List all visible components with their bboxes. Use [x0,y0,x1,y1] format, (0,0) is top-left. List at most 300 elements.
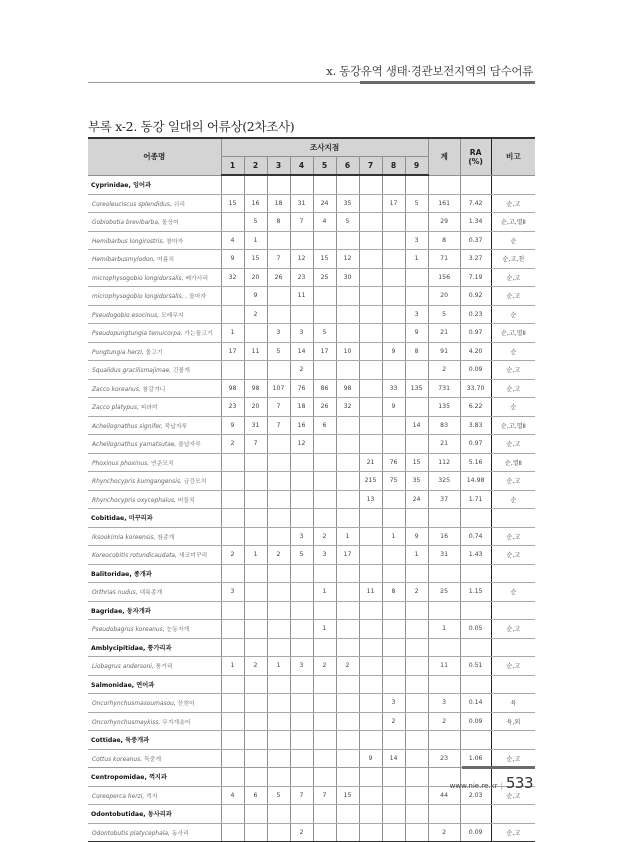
korean-name: 둑중개 [142,756,162,763]
site-4-count [290,712,313,731]
species-name [88,287,221,306]
site-5-count: 1 [313,583,336,602]
site-4-count: 3 [290,527,313,546]
site-3-count [267,694,290,713]
species-row [88,379,535,398]
empty-cell [491,564,535,583]
site-7-count: 11 [359,583,382,602]
empty-cell [359,731,382,750]
header-site-3: 3 [267,157,290,176]
species-name [88,583,221,602]
scientific-name: Coreoleuciscus splendidus, [92,201,172,208]
site-2-count [244,694,267,713]
empty-cell [290,768,313,787]
site-2-count [244,361,267,380]
site-8-count: 33 [382,379,405,398]
empty-cell [290,601,313,620]
site-9-count: 8 [405,342,428,361]
note: 순,고 [491,472,535,491]
site-6-count [336,620,359,639]
note: 순,고 [491,546,535,565]
header-site-9: 9 [405,157,428,176]
site-6-count [336,361,359,380]
empty-cell [491,805,535,824]
note: 순,고 [491,527,535,546]
site-2-count [244,490,267,509]
site-1-count [221,620,244,639]
empty-cell [221,768,244,787]
site-3-count [267,823,290,842]
header-site-8: 8 [382,157,405,176]
site-9-count [405,823,428,842]
total-count: 3 [428,694,460,713]
empty-cell [244,509,267,528]
site-3-count [267,472,290,491]
site-8-count [382,287,405,306]
site-4-count: 18 [290,398,313,417]
empty-cell [428,175,460,194]
empty-cell [405,805,428,824]
empty-cell [267,638,290,657]
korean-name: 참마자 [164,238,184,245]
note: 육,외 [491,712,535,731]
empty-cell [244,601,267,620]
empty-cell [313,638,336,657]
scientific-name: Hemibarbus longirostris, [92,238,165,245]
site-5-count [313,490,336,509]
empty-cell [313,731,336,750]
species-row [88,546,535,565]
site-2-count: 20 [244,398,267,417]
empty-cell [405,675,428,694]
species-row [88,453,535,472]
site-3-count: 5 [267,786,290,805]
site-3-count [267,749,290,768]
empty-cell [382,601,405,620]
site-9-count [405,361,428,380]
header-site-2: 2 [244,157,267,176]
site-4-count: 7 [290,786,313,805]
site-9-count [405,620,428,639]
site-6-count [336,287,359,306]
family-name: Bagridae, 동자개과 [88,601,221,620]
site-2-count: 5 [244,213,267,232]
species-name [88,250,221,269]
site-3-count: 1 [267,657,290,676]
site-7-count [359,786,382,805]
site-6-count: 30 [336,268,359,287]
species-name [88,620,221,639]
site-1-count: 9 [221,250,244,269]
note: 순,고 [491,657,535,676]
scientific-name: Pseudobagrus koreanus, [92,627,165,634]
empty-cell [221,509,244,528]
empty-cell [405,509,428,528]
site-4-count: 3 [290,324,313,343]
site-2-count: 15 [244,250,267,269]
site-6-count [336,416,359,435]
site-7-count [359,213,382,232]
total-count: 71 [428,250,460,269]
species-row [88,361,535,380]
korean-name: 대륙종개 [137,590,163,597]
site-8-count: 3 [382,694,405,713]
site-9-count: 15 [405,453,428,472]
korean-name: 돌상어 [159,220,179,227]
site-4-count [290,453,313,472]
site-7-count [359,379,382,398]
site-8-count [382,786,405,805]
site-6-count [336,694,359,713]
relative-abundance: 0.97 [460,435,491,454]
scientific-name: Oncorhynchusmasoumasou, [92,701,176,708]
species-row [88,657,535,676]
site-8-count [382,435,405,454]
relative-abundance: 0.37 [460,231,491,250]
site-7-count [359,435,382,454]
species-name [88,527,221,546]
empty-cell [244,638,267,657]
species-row [88,620,535,639]
relative-abundance: 0.97 [460,324,491,343]
site-7-count [359,694,382,713]
site-2-count: 31 [244,416,267,435]
relative-abundance: 7.19 [460,268,491,287]
empty-cell [267,675,290,694]
site-1-count: 1 [221,657,244,676]
species-name [88,694,221,713]
empty-cell [359,509,382,528]
empty-cell [382,675,405,694]
scientific-name: Acheilognathus signifer, [92,423,163,430]
empty-cell [221,564,244,583]
site-3-count [267,231,290,250]
note: 순 [491,305,535,324]
empty-cell [244,731,267,750]
total-count: 37 [428,490,460,509]
site-7-count [359,342,382,361]
site-9-count: 24 [405,490,428,509]
site-7-count: 21 [359,453,382,472]
site-1-count [221,694,244,713]
site-3-count: 5 [267,342,290,361]
family-row [88,509,535,528]
running-head: x. 동강유역 생태·경관보전지역의 담수어류 [326,64,533,78]
site-6-count [336,435,359,454]
empty-cell [290,638,313,657]
site-3-count [267,287,290,306]
site-5-count [313,231,336,250]
empty-cell [359,805,382,824]
site-9-count [405,287,428,306]
empty-cell [313,805,336,824]
family-name: Amblycipitidae, 퉁가리과 [88,638,221,657]
relative-abundance: 1.71 [460,490,491,509]
site-6-count [336,472,359,491]
site-3-count [267,527,290,546]
site-9-count: 3 [405,231,428,250]
site-8-count: 8 [382,583,405,602]
empty-cell [460,564,491,583]
site-6-count: 2 [336,657,359,676]
scientific-name: Odontobutis platycephala, [92,830,170,837]
empty-cell [405,564,428,583]
empty-cell [336,731,359,750]
site-5-count [313,749,336,768]
site-3-count: 3 [267,324,290,343]
korean-name: 동사리 [169,830,189,837]
empty-cell [336,675,359,694]
scientific-name: Cottus koreanus, [92,756,143,763]
empty-cell [313,601,336,620]
scientific-name: Phoxinus phoxinus, [92,460,150,467]
site-5-count [313,435,336,454]
species-name [88,194,221,213]
site-3-count: 26 [267,268,290,287]
relative-abundance: 5.16 [460,453,491,472]
site-1-count: 15 [221,194,244,213]
site-4-count: 12 [290,250,313,269]
empty-cell [428,731,460,750]
site-9-count [405,213,428,232]
relative-abundance: 14.98 [460,472,491,491]
site-3-count [267,453,290,472]
site-4-count: 14 [290,342,313,361]
note: 순,고,멸Ⅱ [491,213,535,232]
site-2-count [244,620,267,639]
total-count: 20 [428,287,460,306]
site-8-count: 9 [382,342,405,361]
site-2-count: 9 [244,287,267,306]
empty-cell [336,768,359,787]
species-name [88,213,221,232]
empty-cell [428,805,460,824]
empty-cell [336,638,359,657]
site-8-count [382,620,405,639]
empty-cell [382,564,405,583]
total-count: 21 [428,435,460,454]
korean-name: 피라미 [138,405,158,412]
empty-cell [267,564,290,583]
total-count: 8 [428,231,460,250]
scientific-name: Zacco koreanus, [92,386,141,393]
site-1-count: 98 [221,379,244,398]
scientific-name: Pungtungia herzi, [92,349,144,356]
empty-cell [267,768,290,787]
header-site-1: 1 [221,157,244,176]
empty-cell [428,638,460,657]
relative-abundance: 0.74 [460,527,491,546]
site-5-count [313,361,336,380]
site-5-count: 3 [313,546,336,565]
scientific-name: Rhynchocypris oxycephalus, [92,497,176,504]
scientific-name: Pseudopungtungia tenuicorpa, [92,331,183,338]
relative-abundance: 3.27 [460,250,491,269]
site-9-count [405,268,428,287]
site-9-count: 1 [405,546,428,565]
empty-cell [244,768,267,787]
relative-abundance: 1.15 [460,583,491,602]
site-6-count [336,749,359,768]
header-rule-accent [360,81,535,84]
footer-separator: | [500,782,503,790]
empty-cell [290,675,313,694]
site-7-count [359,416,382,435]
species-row [88,527,535,546]
site-7-count [359,324,382,343]
note: 순 [491,342,535,361]
site-2-count [244,712,267,731]
empty-cell [491,601,535,620]
species-name [88,435,221,454]
site-2-count: 7 [244,435,267,454]
site-9-count [405,398,428,417]
species-row [88,213,535,232]
total-count: 21 [428,324,460,343]
site-8-count [382,546,405,565]
site-5-count: 86 [313,379,336,398]
empty-cell [313,564,336,583]
relative-abundance: 0.51 [460,657,491,676]
relative-abundance: 0.09 [460,361,491,380]
relative-abundance: 0.09 [460,712,491,731]
empty-cell [221,175,244,194]
site-6-count [336,305,359,324]
empty-cell [460,601,491,620]
species-name [88,231,221,250]
site-9-count: 9 [405,324,428,343]
site-6-count [336,583,359,602]
species-name [88,453,221,472]
site-2-count: 1 [244,231,267,250]
site-4-count: 12 [290,435,313,454]
korean-name: 참종개 [155,534,175,541]
empty-cell [460,731,491,750]
site-5-count [313,823,336,842]
empty-cell [359,638,382,657]
site-1-count: 2 [221,435,244,454]
note: 육 [491,694,535,713]
site-1-count: 17 [221,342,244,361]
total-count: 135 [428,398,460,417]
relative-abundance: 2.03 [460,786,491,805]
korean-name: 눈동자개 [164,627,190,634]
site-6-count: 1 [336,527,359,546]
site-7-count [359,231,382,250]
site-4-count: 16 [290,416,313,435]
empty-cell [267,731,290,750]
site-4-count: 3 [290,657,313,676]
site-3-count: 7 [267,398,290,417]
site-4-count: 7 [290,213,313,232]
empty-cell [382,805,405,824]
site-6-count [336,231,359,250]
empty-cell [428,675,460,694]
empty-cell [221,601,244,620]
site-9-count: 5 [405,194,428,213]
site-1-count: 4 [221,231,244,250]
site-7-count [359,546,382,565]
total-count: 731 [428,379,460,398]
site-3-count [267,361,290,380]
total-count: 1 [428,620,460,639]
site-5-count [313,694,336,713]
site-6-count: 32 [336,398,359,417]
site-6-count [336,453,359,472]
site-5-count: 26 [313,398,336,417]
empty-cell [359,675,382,694]
site-9-count [405,712,428,731]
fish-fauna-table [88,137,535,842]
site-1-count [221,527,244,546]
relative-abundance: 0.09 [460,823,491,842]
empty-cell [428,564,460,583]
empty-cell [491,175,535,194]
species-name [88,490,221,509]
species-name [88,472,221,491]
empty-cell [313,768,336,787]
korean-name: 연준모치 [149,460,174,467]
site-4-count: 23 [290,268,313,287]
site-1-count [221,305,244,324]
species-row [88,342,535,361]
site-5-count: 1 [313,620,336,639]
site-1-count: 9 [221,416,244,435]
species-row [88,823,535,842]
site-9-count: 135 [405,379,428,398]
empty-cell [336,601,359,620]
species-row [88,268,535,287]
site-8-count [382,657,405,676]
page-footer [450,774,533,792]
site-7-count: 215 [359,472,382,491]
species-row [88,398,535,417]
site-2-count [244,583,267,602]
empty-cell [336,509,359,528]
korean-name: 가는돌고기 [182,331,213,338]
relative-abundance: 4.20 [460,342,491,361]
empty-cell [290,564,313,583]
species-row [88,712,535,731]
empty-cell [336,564,359,583]
site-5-count [313,287,336,306]
header-survey-sites: 조사지점 [221,138,428,157]
site-9-count: 9 [405,527,428,546]
site-3-count: 7 [267,250,290,269]
family-name: Cottidae, 둑중개과 [88,731,221,750]
family-row [88,731,535,750]
species-name [88,823,221,842]
site-6-count: 17 [336,546,359,565]
site-1-count: 1 [221,324,244,343]
note: 순,고,멸Ⅱ [491,324,535,343]
empty-cell [382,175,405,194]
site-7-count [359,287,382,306]
site-7-count [359,527,382,546]
scientific-name: microphysogobio longidorsalis, [92,275,184,282]
species-row [88,287,535,306]
note: 순 [491,490,535,509]
site-2-count [244,749,267,768]
empty-cell [359,768,382,787]
site-4-count: 2 [290,823,313,842]
relative-abundance: 3.83 [460,416,491,435]
korean-name: 배가사리 [183,275,209,282]
site-1-count [221,712,244,731]
site-1-count [221,749,244,768]
site-9-count [405,435,428,454]
scientific-name: Liobagrus andersoni, [92,664,154,671]
